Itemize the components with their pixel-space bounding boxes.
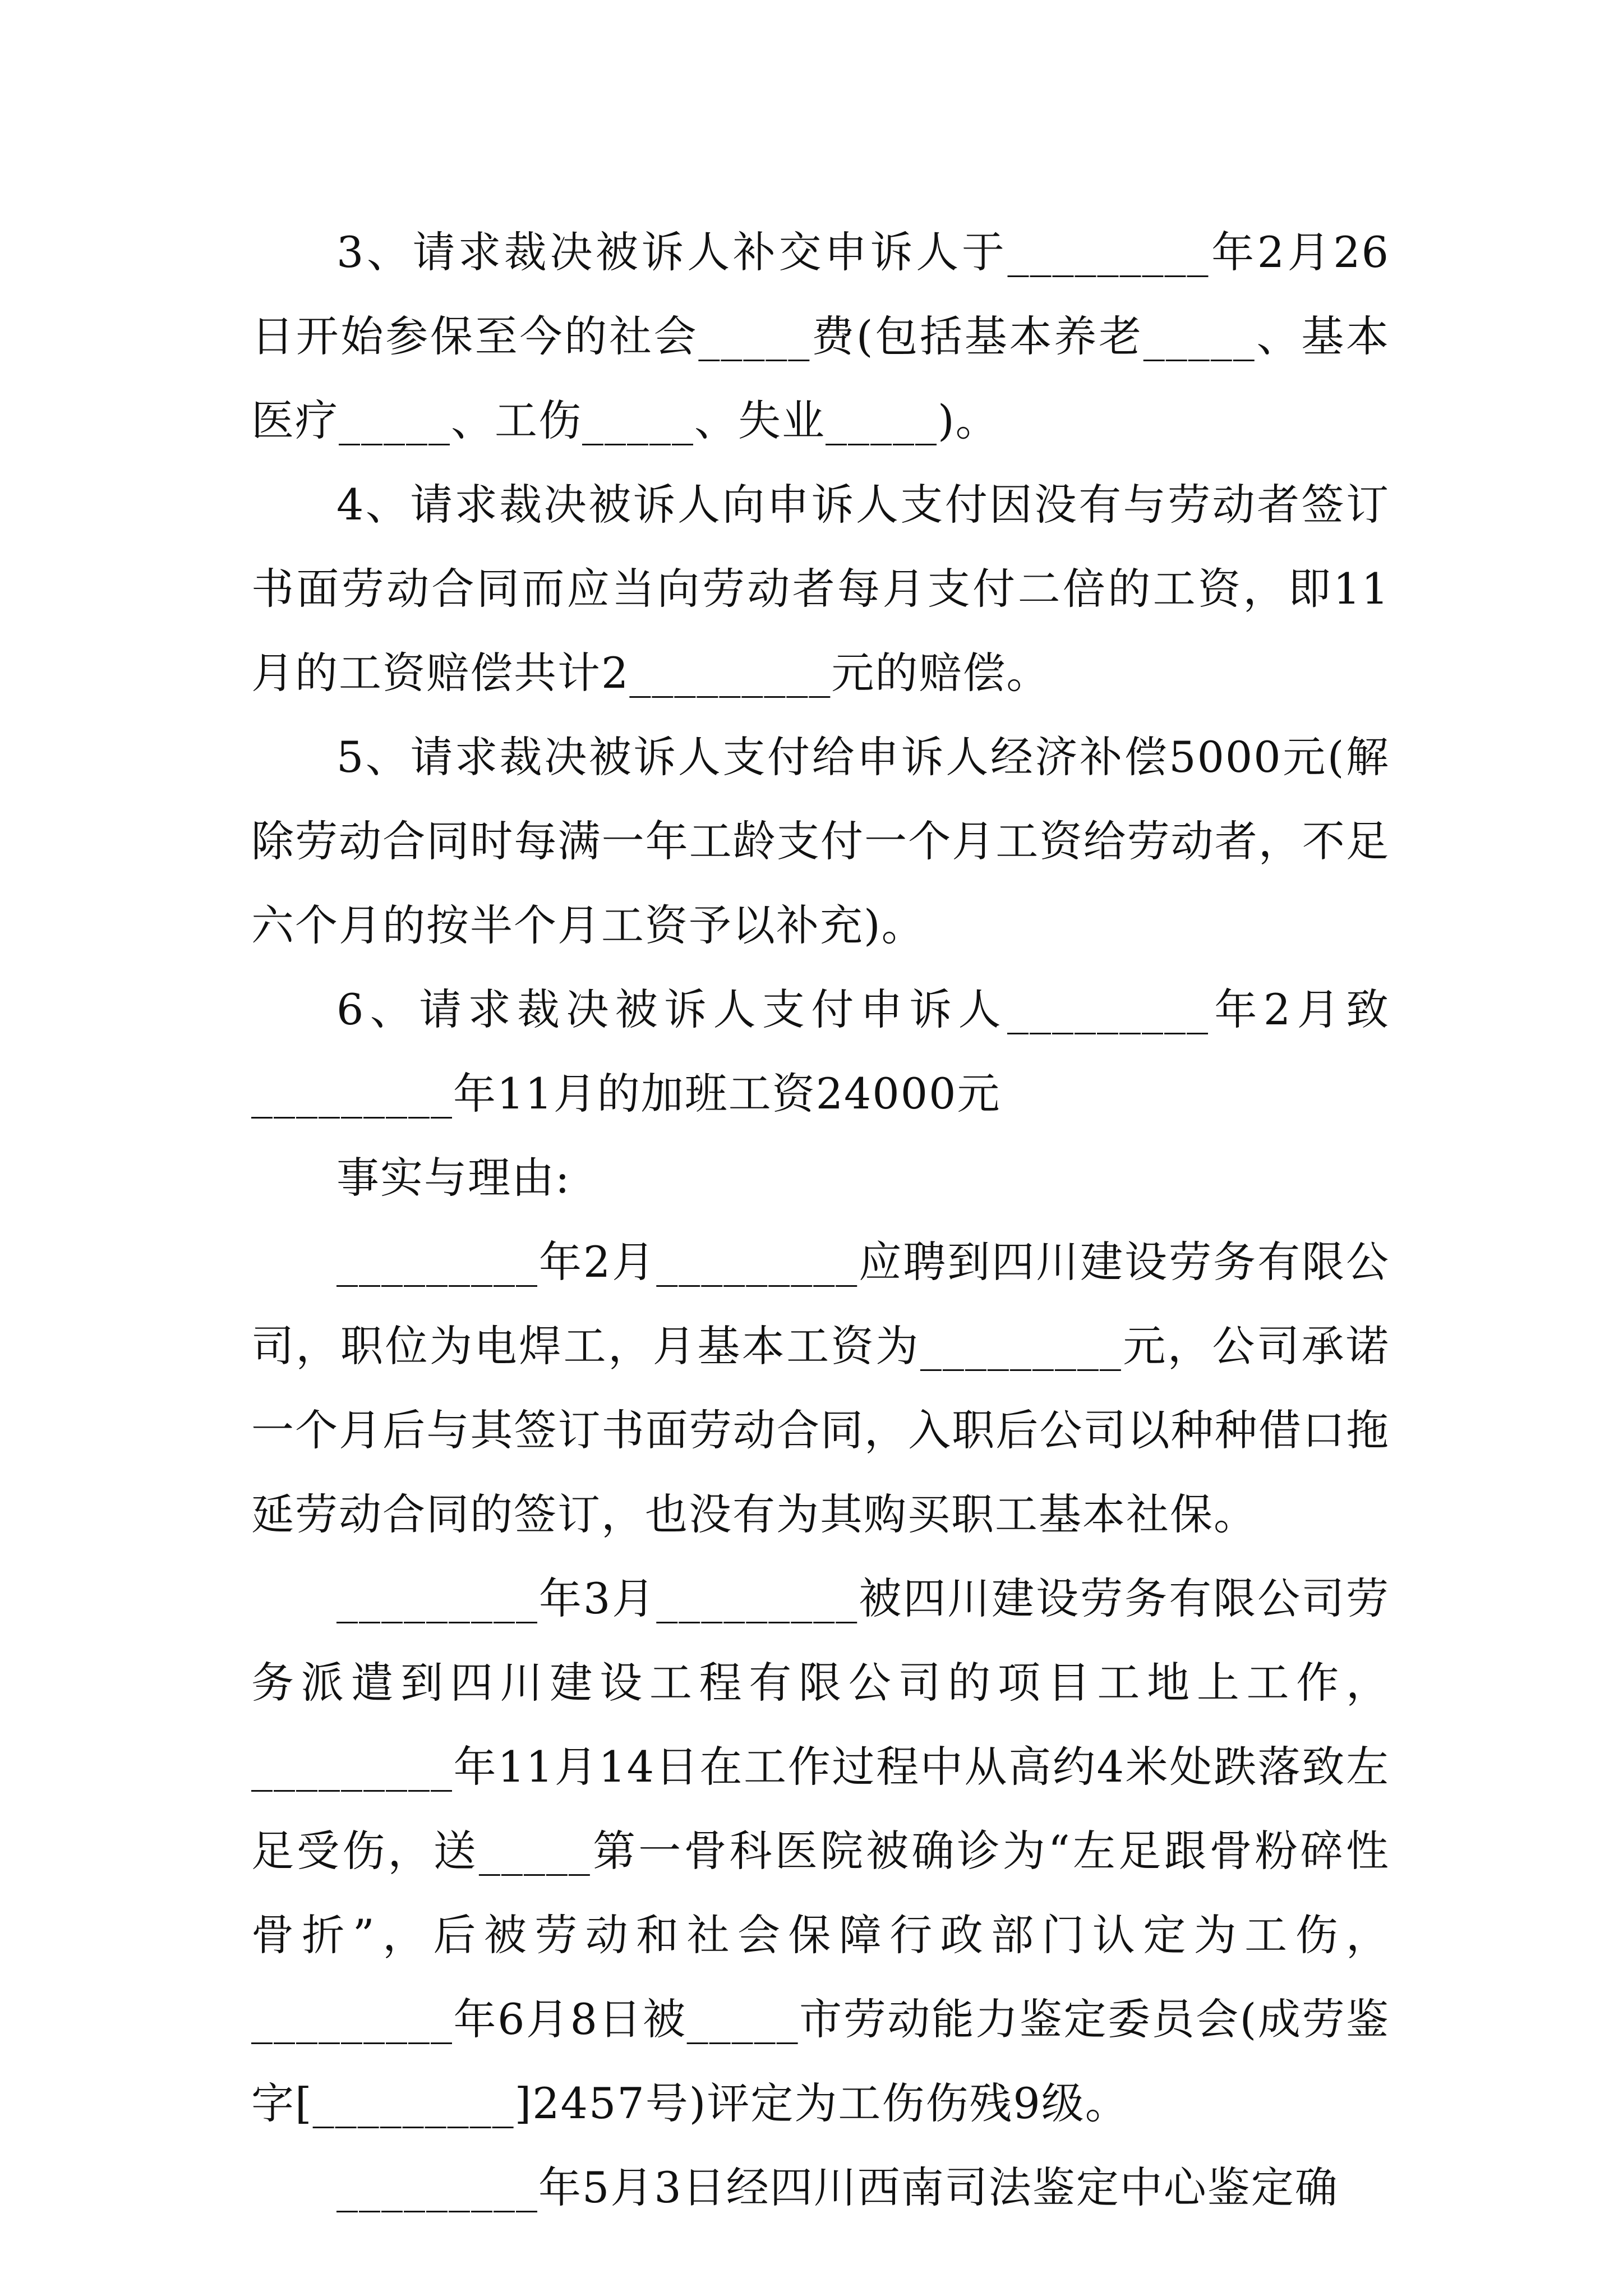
- facts-paragraph-1: _________年2月_________应聘到四川建设劳务有限公司，职位为电焊工，月基本工资为_________元，公司承诺一个月后与其签订书面劳动合同，入职后公司以种种借口拖延劳动合同的签订，也没有为其购买职工基本社保。: [251, 1237, 1390, 1539]
- facts-paragraph-3: _________年5月3日经四川西南司法鉴定中心鉴定确: [336, 2162, 1339, 2212]
- document-page: [251, 210, 1390, 2230]
- facts-paragraph-2: _________年3月_________被四川建设劳务有限公司劳务派遣到四川建设工程有限公司的项目工地上工作，_________年11月14日在工作过程中从高约4米处跌落致左足受伤，送_____第一骨科医院被确诊为“左足跟骨粉碎性骨折”，后被劳动和社会保障行政部门认定为工伤，_________年6月8日被_____市劳动能力鉴定委员会(成劳鉴字[_________]2457号)评定为工伤伤残9级。: [251, 1573, 1390, 2128]
- claim-item-4: 4、请求裁决被诉人向申诉人支付因没有与劳动者签订书面劳动合同而应当向劳动者每月支付二倍的工资，即11月的工资赔偿共计2_________元的赔偿。: [251, 480, 1390, 698]
- claim-item-5: 5、请求裁决被诉人支付给申诉人经济补偿5000元(解除劳动合同时每满一年工龄支付一个月工资给劳动者，不足六个月的按半个月工资予以补充)。: [251, 732, 1390, 950]
- claim-item-6: 6、请求裁决被诉人支付申诉人_________年2月致_________年11月的加班工资24000元: [251, 984, 1390, 1119]
- facts-heading: 事实与理由:: [336, 1153, 571, 1203]
- claim-item-3: 3、请求裁决被诉人补交申诉人于_________年2月26日开始参保至今的社会_____费(包括基本养老_____、基本医疗_____、工伤_____、失业_____)。: [251, 227, 1390, 445]
